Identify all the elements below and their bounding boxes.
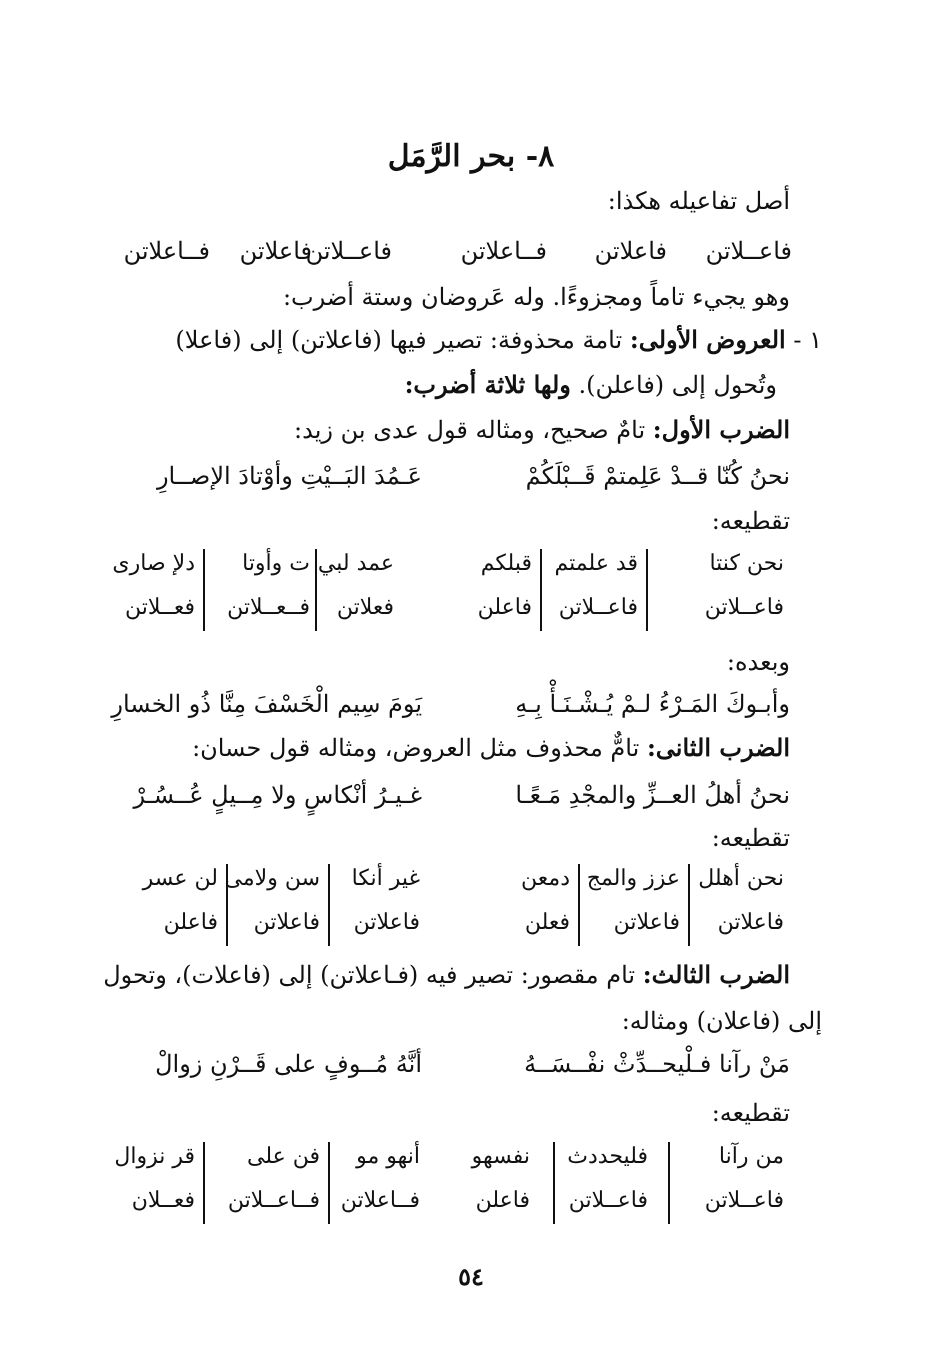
- scan-cell: دمعن: [521, 866, 570, 891]
- darb-2-text: تامٌّ محذوف مثل العروض، ومثاله قول حسان:: [192, 734, 640, 762]
- pattern-foot-4: فاعــلاتن: [305, 237, 392, 265]
- verse-1: [110, 456, 790, 496]
- scan-cell: قد علمتم: [554, 551, 638, 576]
- scan-cell: فعلن: [524, 910, 570, 935]
- intro-line-2: وهو يجيء تاماً ومجزوءًا. وله عَروضان وستة أضرب:: [282, 283, 790, 311]
- scansion-table-1: [100, 545, 790, 635]
- scan-cell: نحن أهلل: [698, 866, 784, 891]
- darb-2-label: الضرب الثانى:: [646, 733, 790, 762]
- scan-cell: فعلاتن: [336, 595, 394, 620]
- verse-2-second-hemistich: يَومَ سِيم الْخَسْفَ مِنَّا ذُو الخسارِ: [111, 690, 422, 718]
- verse-3: [110, 775, 790, 815]
- scansion-table-2: [100, 860, 790, 950]
- darb-3-line: [103, 958, 790, 992]
- verse-1-second-hemistich: عَـمُدَ البَــيْتِ وأوْتادَ الإصــارِ: [156, 462, 422, 490]
- scan-cell: فاعــلاتن: [568, 1188, 648, 1213]
- pattern-foot-5: فاعلاتن: [239, 237, 312, 265]
- scan-cell: فاعلاتن: [717, 910, 784, 935]
- scan-cell: عزز والمج: [586, 866, 680, 891]
- scan-divider: [226, 864, 228, 946]
- scan-cell: فاعــلاتن: [704, 595, 784, 620]
- scan-divider: [328, 864, 330, 946]
- chapter-title: ٨- بحر الرَّمَل: [387, 139, 555, 174]
- scan-divider: [553, 1142, 555, 1224]
- verse-4-second-hemistich: أنَّهُ مُــوفٍ على قَــرْنِ زوالْ: [155, 1050, 422, 1078]
- darb-1-label: الضرب الأول:: [652, 415, 790, 444]
- scan-cell: سن ولامى: [224, 866, 320, 891]
- darb-1-line: [294, 413, 790, 447]
- verse-3-second-hemistich: غـيـرُ أنْكاسٍ ولا مِــيلٍ عُــسُـرْ: [133, 781, 422, 809]
- taqti-label-3: تقطيعه:: [711, 1099, 790, 1127]
- scan-cell: ت وأوتا: [242, 551, 310, 576]
- scan-cell: قبلكم: [480, 551, 532, 576]
- scan-cell: فاعلاتن: [353, 910, 420, 935]
- pattern-foot-6: فــاعلاتن: [123, 237, 210, 265]
- scan-cell: قر نزوال: [114, 1144, 195, 1169]
- scan-cell: فن على: [246, 1144, 320, 1169]
- scan-cell: فــعــلاتن: [227, 595, 310, 620]
- scan-cell: دلإ صارى: [112, 551, 195, 576]
- scan-divider: [328, 1142, 330, 1224]
- scan-cell: عمد لبي: [317, 551, 394, 576]
- verse-4: [110, 1044, 790, 1084]
- pattern-foot-3: فــاعلاتن: [460, 237, 547, 265]
- scan-cell: فاعلاتن: [613, 910, 680, 935]
- verse-3-first-hemistich: نحنُ أهلُ العــزِّ والمجْدِ مَـعًـا: [515, 781, 790, 809]
- scan-cell: فــاعلاتن: [340, 1188, 420, 1213]
- scan-cell: فاعلاتن: [253, 910, 320, 935]
- taqti-label-2: تقطيعه:: [711, 824, 790, 852]
- darb-1-text: تامٌ صحيح، ومثاله قول عدى بن زيد:: [294, 416, 646, 444]
- section-subheading: ولها ثلاثة أضرب:: [404, 370, 571, 399]
- scan-cell: أنهو مو: [356, 1144, 420, 1169]
- darb-3-line-2: إلى (فاعلان) ومثاله:: [621, 1007, 822, 1035]
- verse-4-first-hemistich: مَنْ رآنا فـلْيحــدِّثْ نفْــسَــهُ: [524, 1050, 790, 1078]
- scan-cell: فــاعــلاتن: [227, 1188, 320, 1213]
- scan-cell: فليحددث: [567, 1144, 648, 1169]
- scan-cell: من رآنا: [718, 1144, 784, 1169]
- taqti-label-1: تقطيعه:: [711, 507, 790, 535]
- scan-cell: لن عسر: [142, 866, 218, 891]
- scan-cell: فاعلن: [477, 595, 532, 620]
- scan-cell: فعــلان: [131, 1188, 195, 1213]
- verse-2-first-hemistich: وأبـوكَ المَـرْءُ لـمْ يُـشْـنَـأْ بِـهِ: [515, 690, 790, 718]
- section-1-line: [175, 323, 822, 357]
- after-label: وبعده:: [726, 648, 790, 676]
- darb-3-label: الضرب الثالث:: [642, 960, 790, 989]
- scan-divider: [646, 549, 648, 631]
- section-text: تامة محذوفة: تصير فيها (فاعلاتن) إلى (فاعلا): [175, 326, 623, 354]
- scan-cell: غير أنكا: [351, 866, 420, 891]
- scan-divider: [688, 864, 690, 946]
- pattern-foot-2: فاعلاتن: [594, 237, 667, 265]
- scan-divider: [578, 864, 580, 946]
- section-number: ١ -: [793, 326, 822, 354]
- darb-2-line: [192, 731, 790, 765]
- scan-cell: فاعلن: [163, 910, 218, 935]
- page-number: ٥٤: [458, 1262, 484, 1291]
- scan-cell: فاعــلاتن: [558, 595, 638, 620]
- scan-divider: [668, 1142, 670, 1224]
- verse-1-first-hemistich: نحنُ كُنّا قــدْ عَلِمتمْ قَــبْلَكُمْ: [525, 462, 790, 490]
- pattern-foot-1: فاعــلاتن: [705, 237, 792, 265]
- scan-cell: نفسهو: [471, 1144, 530, 1169]
- section-text-2: وتُحول إلى (فاعلن).: [578, 371, 777, 399]
- verse-2: [110, 684, 790, 724]
- pattern-line: [107, 234, 792, 268]
- section-heading: العروض الأولى:: [629, 325, 786, 354]
- scan-divider: [203, 1142, 205, 1224]
- scansion-table-3: [100, 1138, 790, 1228]
- scan-cell: نحن كنتا: [709, 551, 784, 576]
- intro-line: أصل تفاعيله هكذا:: [607, 187, 790, 215]
- scan-cell: فعــلاتن: [124, 595, 195, 620]
- scan-cell: فاعلن: [475, 1188, 530, 1213]
- section-1-line-2: [405, 368, 777, 402]
- scan-divider: [315, 549, 317, 631]
- scan-divider: [203, 549, 205, 631]
- scan-cell: فاعــلاتن: [704, 1188, 784, 1213]
- scan-divider: [540, 549, 542, 631]
- darb-3-text: تام مقصور: تصير فيه (فـاعلاتن) إلى (فاعلات)، وتحول: [103, 961, 636, 989]
